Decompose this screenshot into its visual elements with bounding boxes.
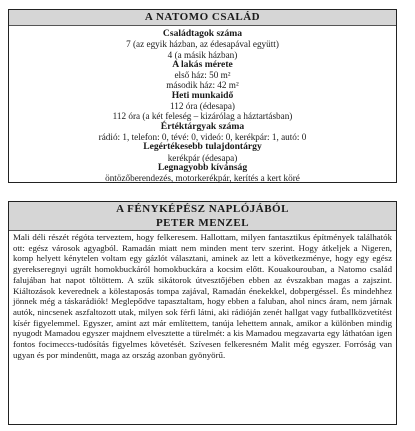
section-value: második ház: 42 m² — [166, 80, 239, 91]
section-label-most-valuable: Legértékesebb tulajdontárgy — [143, 141, 262, 153]
diary-box-header — [9, 202, 396, 231]
family-info-box — [8, 9, 397, 183]
section-value: öntözőberendezés, motorkerékpár, kerítés a kert köré — [105, 173, 300, 184]
section-value: rádió: 1, telefon: 0, tévé: 0, videó: 0, kerékpár: 1, autó: 0 — [98, 131, 307, 142]
family-box-title: A NATOMO CSALÁD — [9, 10, 396, 26]
diary-box-title: A FÉNYKÉPÉSZ NAPLÓJÁBÓL — [116, 203, 289, 215]
section-label-biggest-wish: Legnagyobb kívánság — [157, 161, 248, 173]
section-value: 7 (az egyik házban, az édesapával együtt) — [126, 39, 279, 50]
section-label-members: Családtagok száma — [162, 28, 243, 39]
photographer-diary-box — [8, 201, 397, 425]
diary-text: Mali déli részét régóta terveztem, hogy felkeresem. Hallottam, milyen fantasztikus építmények találhatók ott: egész városok agyagból. Ramadán miatt nem minden ment terv szerint. Hogy átkeljek a Nigeren, komp helyett kénytelen voltam egy gázlót választani, aminek az lett a következménye, hogy egy egész gyerekseregnyi ugrált homokbuckáról homokbuckára a kocsim előtt. Kouakourouban, a Natomo család falujában hat napot töltöttem. A szűk sikátorok útvesztőjében ebben az évszakban magas a zajszint. Kiáltozások keverednek a kölestaposás tompa zajával, Ramadán énekekkel, dobpergéssel. És mindehhez jönnek még a táskarádiók! Meglepődve tapasztaltam, hogy ebben a faluban, ahol nincs áram, nem járnak autók, nincsenek aszfaltozott utak, milyen sok férfi látni, aki rádióján zenét hallgat vagy futballközvetítést kísér figyelemmel. Egyszer, amint azt már említettem, tanúja lehettem annak, amikor a különben mindig nyugodt Mamadou egyszer majdnem elvesztette a türelmét: a kis Mamadou megzavarta egy láthatóan igen fontos focimeccs-tudósítás figyelmes követését. Szívesen felkeresném Malit még egyszer. Forróság van ugyan és por mindenütt, maga az ország azonban gyönyörű. — [13, 232, 392, 360]
section-value: 112 óra (édesapa) — [170, 101, 235, 112]
section-value: 4 (a másik házban) — [167, 49, 238, 60]
section-label-home-size: A lakás mérete — [172, 58, 233, 70]
section-value: kerékpár (édesapa) — [167, 152, 238, 163]
family-box-body — [9, 26, 396, 183]
section-label-work-hours: Heti munkaidő — [171, 89, 234, 101]
section-value: 112 óra (a két feleség – kizárólag a háztartásban) — [112, 111, 293, 122]
section-label-valuables: Értéktárgyak száma — [160, 120, 245, 132]
diary-box-author: PETER MENZEL — [155, 217, 250, 229]
section-value: első ház: 50 m² — [174, 70, 231, 81]
